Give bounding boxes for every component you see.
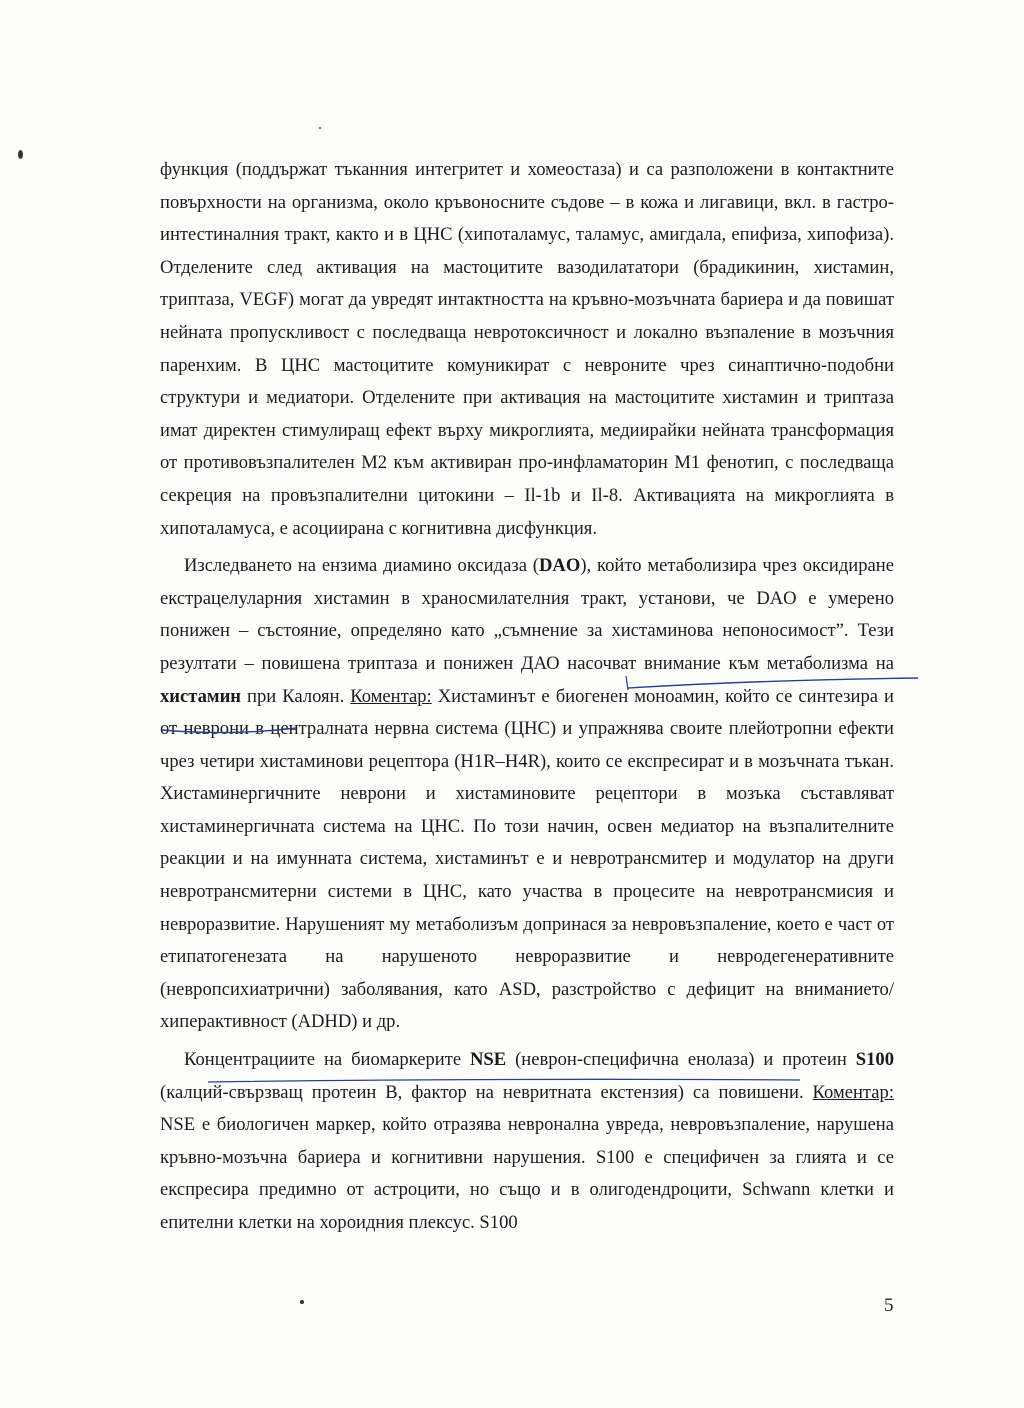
text-run: (неврон-специфична енолаза) и протеин	[506, 1049, 856, 1071]
term-nse: NSE	[470, 1049, 507, 1071]
term-histamine: хистамин	[160, 685, 242, 707]
text-run: функция (поддържат тъканния интегритет и хомеостаза) и са разположени в контактните повърхности на организма, около кръвоносните съдове – в кожа и лигавици, вкл. в гастро-интестиналния тракт, както и в ЦНС (хипоталамус, таламус, амигдала, епифиза, хипофиза). Отделените след активация на мастоцитите вазодилататори (брадикинин, хистамин, триптаза, VEGF) могат да увредят интактността на кръвно-мозъчната бариера и да повишат нейната пропускливост с последваща невротоксичност и локално възпаление в мозъчния паренхим. В ЦНС мастоцитите комуникират с невроните чрез синаптично-подобни структури и медиатори. Отделените при активация на мастоцитите хистамин и триптаза имат директен стимулиращ ефект върху микроглията, медиирайки нейната трансформация от противовъзпалителен М2 към активиран про-инфламаторин М1 фенотип, с последваща секреция на провъзпалителни цитокини – Il-1b и Il-8. Активацията на микроглията в хипоталамуса, е асоциирана с когнитивна дисфункция.	[160, 159, 894, 539]
text-run: ), който метаболизира чрез оксидиране екстрацелуларния хистамин в храносмилателния тракт, установи, че DAO е умерено понижен – състояние, определяно като „съмнение за хистаминова непоносимост”. Тези резултати – повишена триптаза и понижен ДАО насочват внимание към метаболизма на	[160, 555, 894, 674]
text-run: Изследването на ензима диамино оксидаза (	[184, 555, 539, 577]
text-run: Концентрациите на биомаркерите	[184, 1049, 470, 1071]
scan-speck	[300, 1300, 304, 1304]
term-dao: DAO	[538, 555, 581, 577]
paragraph-nse-s100	[160, 1044, 894, 1240]
scan-speck	[18, 150, 23, 159]
comment-label: Коментар:	[350, 685, 432, 707]
scan-speck	[319, 127, 321, 129]
text-run: NSE е биологичен маркер, който отразява невронална увреда, невровъзпаление, нарушена кръвно-мозъчна бариера и когнитивни нарушения. S100 е специфичен за глията и се експресира предимно от астроцити, но също и в олигодендроцити, Schwann клетки и епителни клетки на хороидния плексус. S100	[160, 1114, 894, 1233]
comment-label: Коментар:	[812, 1081, 894, 1103]
paragraph-dao	[160, 550, 894, 1039]
text-run: Хистаминът е биогенен моноамин, който се синтезира и от неврони в централната нервна система (ЦНС) и упражнява своите плейотропни ефекти чрез четири хистаминови рецептора (H1R–H4R), които се експресират и в мозъчната тъкан. Хистаминергичните неврони и хистаминовите рецептори в мозъка съставляват хистаминергичната система на ЦНС. По този начин, освен медиатор на възпалителните реакции и на имунната система, хистаминът е и невротрансмитер и модулатор на други невротрансмитерни системи в ЦНС, като участва в процесите на невротрансмисия и невроразвитие. Нарушеният му метаболизъм допринася за невровъзпаление, което е част от етипатогенезата на нарушеното невроразвитие и невродегенеративните (невропсихиатрични) заболявания, като ASD, разстройство с дефицит на вниманието/хиперактивност (ADHD) и др.	[160, 685, 895, 1033]
body-text	[160, 154, 894, 1240]
page-number: 5	[884, 1295, 894, 1316]
text-run: при Калоян.	[241, 685, 351, 707]
paragraph-mast-cells	[160, 154, 894, 545]
term-s100: S100	[855, 1049, 894, 1071]
text-run: (калций-свързващ протеин B, фактор на невритната екстензия) са повишени.	[160, 1081, 813, 1103]
